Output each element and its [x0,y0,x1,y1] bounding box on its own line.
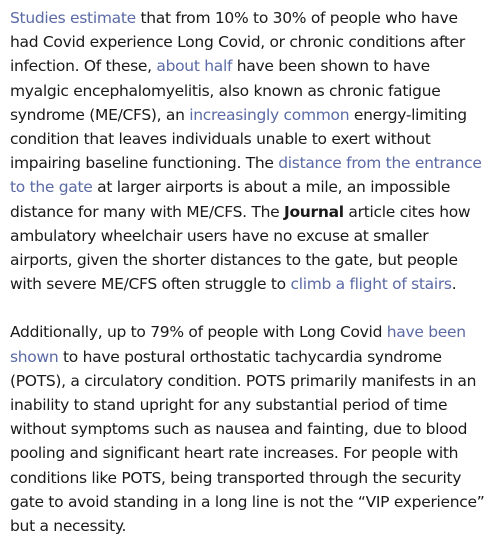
paragraph-1 [10,6,490,296]
paragraph-2-text-1: Additionally, up to 79% of people with Long Covid [10,323,387,342]
paragraph-1-text-1: that from 10% to 30% of people who have had Covid experience Long Covid, or chronic conditions after infection. Of these, [10,9,465,76]
paragraph-1-text-3: energy-limiting condition that leaves individuals unable to exert without impairing baseline functioning. The [10,105,467,173]
paragraph-2-text-2: to have postural orthostatic tachycardia syndrome (POTS), a circulatory condition. POTS primarily manifests in an inability to stand upright for any substantial period of time without symptoms such as nausea and fainting, due to blood pooling and significant heart rate increases. For people with conditions like POTS, being transported through the security gate to avoid standing in a long line is not the “VIP experience” but a necessity. [10,347,485,536]
paragraph-1-text-5: article cites how ambulatory wheelchair users have no excuse at smaller airports, given the shorter distances to the gate, but people with severe ME/CFS often struggle to [10,202,471,294]
link-climb-stairs[interactable]: climb a flight of stairs [290,275,452,294]
link-increasingly-common[interactable]: increasingly common [189,105,350,124]
link-studies-estimate[interactable]: Studies estimate [10,9,136,27]
paragraph-1-text-2: have been shown to have myalgic encephalomyelitis, also known as chronic fatigue syndrome (ME/CFS), an [10,57,441,124]
link-have-been-shown[interactable]: have been shown [10,323,466,366]
paragraph-1-text-4: at larger airports is about a mile, an impossible distance for many with ME/CFS. The [10,178,451,221]
journal-bold-text: Journal [283,202,344,221]
link-about-half[interactable]: about half [156,57,233,76]
paragraph-1-text-6: . [451,275,457,294]
paragraph-2 [10,320,490,538]
link-distance-to-gate[interactable]: distance from the entrance to the gate [10,154,482,197]
